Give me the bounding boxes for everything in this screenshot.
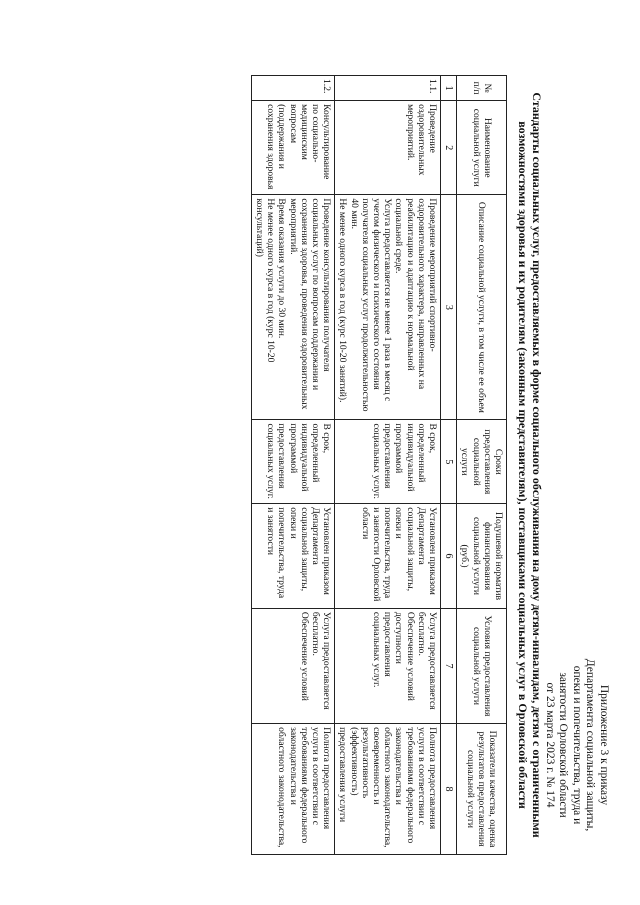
column-number: 3 — [440, 195, 456, 420]
table-row — [335, 76, 441, 855]
service-norm: Установлен приказом Департамента социальной защиты, опеки и попечительства, труда и занятости Орловской области — [335, 504, 441, 609]
service-name: Проведение оздоровительных мероприятий. — [335, 101, 441, 195]
column-number: 8 — [440, 724, 456, 855]
appendix-line: от 23 марта 2023 г. № 174 — [544, 682, 556, 808]
service-terms: В срок, определенный индивидуальной программой предоставления социальных услуг. — [251, 420, 334, 504]
column-number: 1 — [440, 76, 456, 101]
service-quality: Полнота предоставления услуги в соответствии с требованиями федерального законодательства и областного законодательства, своевременность и результативность (эффективность) предоставления услуги — [335, 724, 441, 855]
appendix-line: опеки и попечительства, труда и — [571, 665, 583, 825]
column-number-row — [440, 76, 456, 855]
row-number: 1.1. — [335, 76, 441, 101]
service-terms: В срок, определенный индивидуальной программой предоставления социальных услуг. — [335, 420, 441, 504]
service-conditions: Услуга предоставляется бесплатно. Обеспечение условий доступности предоставления социальных услуг. — [335, 608, 441, 723]
column-number: 2 — [440, 101, 456, 195]
header-cell: Условия предоставления социальной услуги — [457, 608, 507, 723]
header-cell: Подушевой норматив финансирования социальной услуги (руб.) — [457, 504, 507, 609]
header-cell: № п/п — [457, 76, 507, 101]
appendix-line: Департамента социальной защиты, — [584, 658, 597, 832]
document-title: Стандарты социальных услуг, предоставляемых в форме социального обслуживания на дому детям-инвалидам, детям с ограниченными возможностями здоровья и их родителям (законным представителям), поставщиками социальных услуг в Орловской области — [516, 92, 544, 838]
service-quality: Полнота предоставления услуги в соответствии с требованиями федерального законодательства и областного законодательства, — [251, 724, 334, 855]
service-description: Проведение консультирования получателя социальных услуг по вопросам поддержания и сохранения здоровья, проведения оздоровительных мероприятий. Время оказания услуги до 30 мин. Не менее одного курса в год (курс 10-20 консультаций) — [251, 195, 334, 420]
header-cell: Показатели качества, оценка результатов предоставления социальной услуги — [457, 724, 507, 855]
column-number: 6 — [440, 504, 456, 609]
appendix-block — [543, 640, 611, 850]
header-cell: Наименование социальной услуги — [457, 101, 507, 195]
service-name: Консультирование по социально-медицинским вопросам (поддержания и сохранения здоровья — [251, 101, 334, 195]
row-number: 1.2. — [251, 76, 334, 101]
column-number: 7 — [440, 608, 456, 723]
service-norm: Установлен приказом Департамента социальной защиты, опеки и попечительства, труда и занятости — [251, 504, 334, 609]
header-cell: Сроки предоставления социальной услуги — [457, 420, 507, 504]
service-conditions: Услуга предоставляется бесплатно. Обеспечение условий — [251, 608, 334, 723]
appendix-line: Приложение 3 к приказу — [598, 684, 610, 806]
table-row — [251, 76, 334, 855]
appendix-line: занятости Орловской области — [557, 672, 570, 818]
header-cell: Описание социальной услуги, в том числе ее объем — [457, 195, 507, 420]
column-number: 5 — [440, 420, 456, 504]
header-row — [457, 76, 507, 855]
standards-table — [251, 75, 507, 855]
service-description: Проведение мероприятий спортивно-оздоровительного характера, направленных на реабилитацию и адаптацию к нормальной социальной среде. Услуга предоставляется не менее 1 раза в месяц с учетом физического и психического состояния получателя социальных услуг продолжительностью 40 мин. Не менее одного курса в год (курс 10-20 занятий). — [335, 195, 441, 420]
